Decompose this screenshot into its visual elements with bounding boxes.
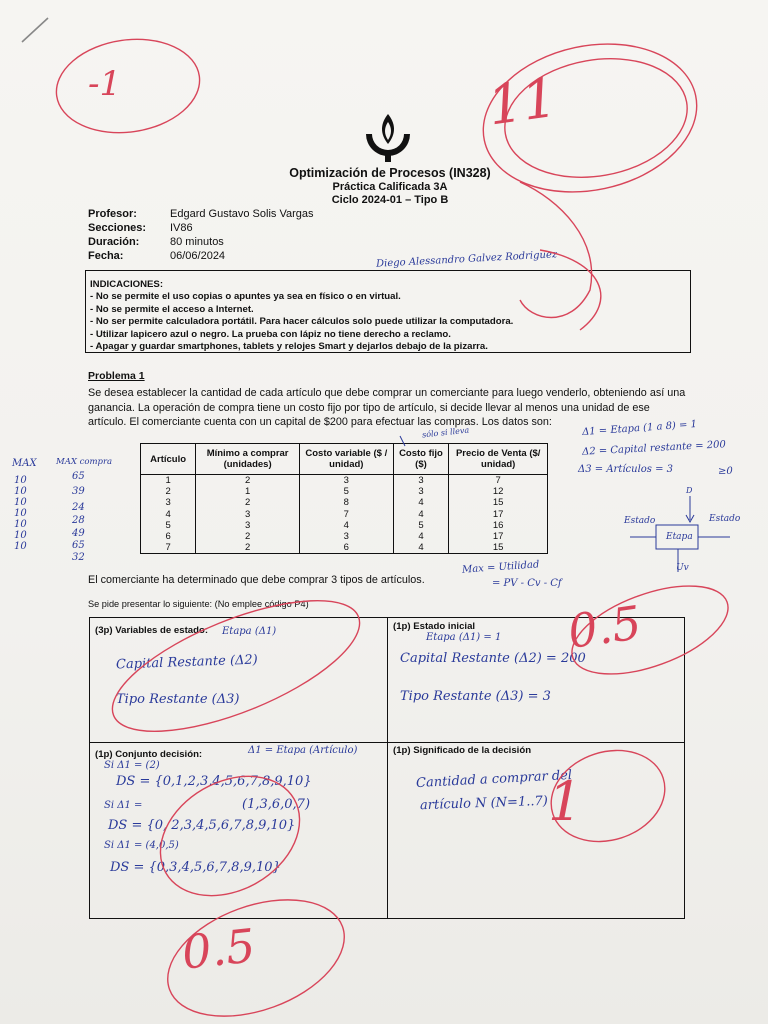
hw-max-compra-header: MAX compra — [56, 457, 113, 467]
indicaciones-title: INDICACIONES: — [90, 279, 164, 290]
table-cell: 3 — [141, 497, 196, 508]
col-header: Costo variable ($ / unidad) — [300, 444, 394, 475]
problem-text: Se desea establecer la cantidad de cada artículo que debe comprar un comerciante para luego venderlo, obteniendo así una ganancia. La operación de compra tiene un costo fijo por tipo de artículo, si decide llevar al menos una unidad de ese artículo. El comerciante cuenta con un capital de $200 para efectuar las compras. Los datos son: — [88, 387, 686, 428]
col-header: Mínimo a comprar (unidades) — [196, 444, 300, 475]
cell-title-initial-state: (1p) Estado inicial — [393, 621, 476, 632]
info-value: 06/06/2024 — [170, 250, 226, 262]
grade-decision-set: 0.5 — [179, 918, 258, 980]
table-row — [141, 475, 548, 487]
hw-diagram-box: Etapa — [666, 532, 693, 542]
info-label: Fecha: — [88, 250, 124, 262]
col-header: Precio de Venta ($/ unidad) — [449, 444, 548, 475]
table-cell: 3 — [300, 531, 394, 542]
hw-is-2: Capital Restante (Δ2) = 200 — [400, 651, 586, 666]
cycle-title: Ciclo 2024-01 – Tipo B — [331, 194, 449, 206]
table-cell: 3 — [393, 475, 449, 487]
cell-title-decision-meaning: (1p) Significado de la decisión — [393, 745, 532, 756]
table-cell: 5 — [393, 520, 449, 531]
table-row — [141, 497, 548, 508]
hw-ds-5: DS = {0, 2,3,4,5,6,7,8,9,10} — [108, 818, 296, 833]
hw-utility-1: Max = Utilidad — [461, 559, 540, 576]
hw-geq: ≥0 — [718, 466, 733, 477]
hw-ds-6: Si Δ1 = (4,0,5) — [104, 840, 179, 851]
table-row — [141, 531, 548, 542]
hw-compra-value: 65 — [72, 540, 85, 551]
problem-note: El comerciante ha determinado que debe comprar 3 tipos de artículos. — [88, 574, 425, 586]
table-cell: 17 — [449, 531, 548, 542]
table-cell: 3 — [300, 475, 394, 487]
table-cell: 17 — [449, 509, 548, 520]
table-row — [141, 486, 548, 497]
grid-divider-horizontal — [90, 742, 684, 743]
table-cell: 1 — [141, 475, 196, 487]
hw-diagram-below: Uv — [676, 563, 689, 573]
indicacion-item: - Apagar y guardar smartphones, tablets y relojes Smart y dejarlos debajo de la pizarra. — [90, 341, 488, 353]
hw-sv-1: Etapa (Δ1) — [222, 626, 277, 637]
student-name: Diego Alessandro Galvez Rodriguez — [375, 249, 558, 270]
grade-top-left: -1 — [88, 64, 122, 104]
hw-max-value: 10 — [14, 497, 27, 508]
table-cell: 1 — [196, 486, 300, 497]
hw-ds-7: DS = {0,3,4,5,6,7,8,9,10} — [110, 860, 281, 875]
info-value: IV86 — [170, 222, 193, 234]
table-cell: 16 — [449, 520, 548, 531]
hw-compra-value: 49 — [72, 528, 85, 539]
hw-dm-1: Cantidad a comprar del — [415, 767, 573, 792]
col-header: Costo fijo ($) — [393, 444, 449, 475]
hw-ds-1: Si Δ1 = (2) — [104, 760, 160, 771]
indicacion-item: - No se permite el uso copias o apuntes ya sea en físico o en virtual. — [90, 291, 401, 303]
hw-sv-2: Capital Restante (Δ2) — [115, 652, 259, 673]
table-cell: 4 — [300, 520, 394, 531]
hw-articles-def: Δ3 = Artículos = 3 — [578, 464, 674, 475]
indicacion-item: - Utilizar lapicero azul o negro. La prueba con lápiz no tiene derecho a reclamo. — [90, 328, 451, 340]
articles-table — [140, 443, 548, 554]
hw-max-value: 10 — [14, 508, 27, 519]
table-row — [141, 542, 548, 554]
hw-is-1: Etapa (Δ1) = 1 — [426, 632, 502, 643]
col-header: Artículo — [141, 444, 196, 475]
cell-title-decision-set: (1p) Conjunto decisión: — [95, 749, 203, 760]
hw-diagram-in: Estado — [624, 516, 656, 526]
table-cell: 2 — [196, 542, 300, 554]
table-cell: 4 — [141, 509, 196, 520]
grade-decision-meaning: 1 — [548, 770, 583, 833]
hw-max-value: 10 — [14, 541, 27, 552]
hw-sv-3: Tipo Restante (Δ3) — [116, 692, 240, 707]
table-cell: 6 — [141, 531, 196, 542]
info-label: Profesor: — [88, 208, 137, 220]
hw-max-header: MAX — [12, 458, 37, 469]
info-label: Duración: — [88, 236, 140, 248]
hw-max-value: 10 — [14, 530, 27, 541]
info-value: Edgard Gustavo Solis Vargas — [170, 208, 314, 220]
hw-ds-4: (1,3,6,0,7) — [242, 797, 311, 812]
indicacion-item: - No ser permite calculadora portátil. Para hacer cálculos solo puede utilizar la computadora. — [90, 316, 514, 328]
table-cell: 2 — [196, 475, 300, 487]
table-row — [141, 509, 548, 520]
hw-utility-2: = PV - Cv - Cf — [492, 578, 562, 589]
table-cell: 2 — [196, 497, 300, 508]
hw-max-value: 10 — [14, 475, 27, 486]
info-value: 80 minutos — [170, 236, 224, 248]
problem-title: Problema 1 — [88, 370, 145, 382]
table-cell: 7 — [141, 542, 196, 554]
table-cell: 4 — [393, 542, 449, 554]
hw-capital-def: Δ2 = Capital restante = 200 — [581, 439, 727, 458]
hw-diagram-d: D — [686, 486, 693, 495]
grid-divider-vertical — [387, 618, 388, 918]
hw-max-value: 10 — [14, 486, 27, 497]
hw-ds-3: Si Δ1 = — [104, 800, 143, 811]
course-title: Optimización de Procesos (IN328) — [289, 166, 491, 180]
hw-table-note: sólo si lleva — [421, 425, 470, 440]
problem-request: Se pide presentar lo siguiente: (No emplee código P4) — [88, 599, 309, 609]
table-cell: 6 — [300, 542, 394, 554]
table-cell: 12 — [449, 486, 548, 497]
table-row — [141, 520, 548, 531]
hw-compra-value: 65 — [72, 471, 85, 482]
hw-diagram-out: Estado — [709, 514, 741, 524]
table-cell: 3 — [393, 486, 449, 497]
table-cell: 2 — [196, 531, 300, 542]
upc-logo-icon — [360, 110, 416, 166]
table-cell: 3 — [196, 509, 300, 520]
table-cell: 8 — [300, 497, 394, 508]
hw-ds-0: Δ1 = Etapa (Artículo) — [248, 745, 358, 756]
table-cell: 7 — [449, 475, 548, 487]
table-cell: 4 — [393, 497, 449, 508]
hw-ds-2: DS = {0,1,2,3,4,5,6,7,8,9,10} — [116, 774, 312, 789]
grade-total: 11 — [483, 65, 561, 138]
hw-is-3: Tipo Restante (Δ3) = 3 — [400, 689, 551, 704]
info-label: Secciones: — [88, 222, 147, 234]
table-cell: 7 — [300, 509, 394, 520]
table-cell: 4 — [393, 531, 449, 542]
table-cell: 15 — [449, 542, 548, 554]
table-cell: 2 — [141, 486, 196, 497]
indicaciones-box — [85, 270, 691, 353]
table-cell: 15 — [449, 497, 548, 508]
table-cell: 5 — [141, 520, 196, 531]
hw-compra-value: 32 — [72, 552, 85, 563]
hw-stage-def: Δ1 = Etapa (1 a 8) = 1 — [581, 418, 698, 439]
hw-compra-value: 24 — [72, 502, 85, 513]
table-cell: 4 — [393, 509, 449, 520]
hw-max-value: 10 — [14, 519, 27, 530]
grade-initial-state: 0.5 — [564, 595, 645, 659]
exam-title: Práctica Calificada 3A — [332, 181, 448, 193]
indicacion-item: - No se permite el acceso a Internet. — [90, 303, 254, 315]
hw-compra-value: 39 — [72, 486, 85, 497]
table-cell: 3 — [196, 520, 300, 531]
table-header-row — [141, 444, 548, 475]
hw-dm-2: artículo N (N=1..7) — [419, 793, 549, 814]
table-cell: 5 — [300, 486, 394, 497]
hw-compra-value: 28 — [72, 515, 85, 526]
cell-title-state-vars: (3p) Variables de estado: — [95, 625, 209, 636]
